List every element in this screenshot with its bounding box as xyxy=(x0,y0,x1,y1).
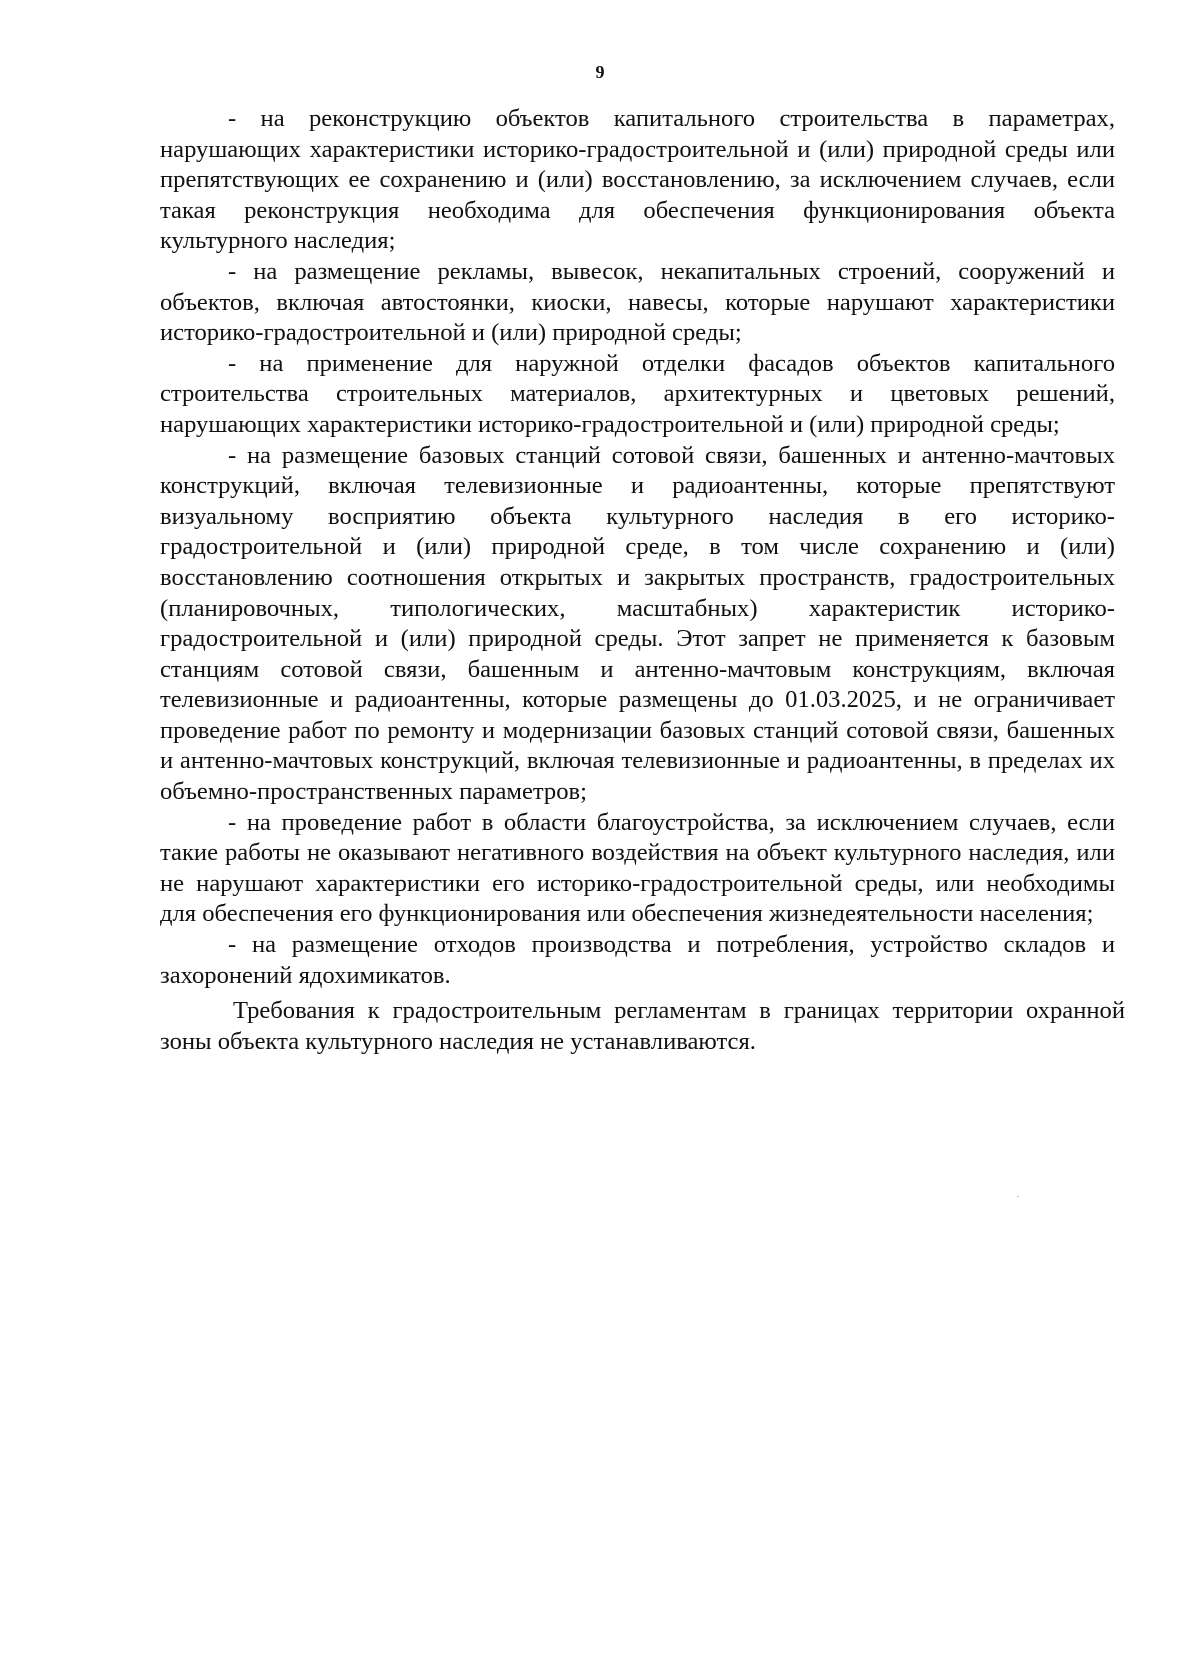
paragraph-reconstruction-ban: - на реконструкцию объектов капитального строительства в параметрах, нарушающих характеристики историко-градостроительной и (или) природной среды или препятствующих ее сохранению и (или) восстановлению, за исключением случаев, если такая реконструкция необходима для обеспечения функционирования объекта культурного наследия; xyxy=(160,105,1115,255)
paragraph-base-stations-ban: - на размещение базовых станций сотовой связи, башенных и антенно-мачтовых конструкций, включая телевизионные и радиоантенны, которые препятствуют визуальному восприятию объекта культурного наследия в его историко-градостроительной и (или) природной среде, в том числе сохранению и (или) восстановлению соотношения открытых и закрытых пространств, градостроительных (планировочных, типологических, масштабных) характеристик историко-градостроительной и (или) природной среды. Этот запрет не применяется к базовым станциям сотовой связи, башенным и антенно-мачтовым конструкциям, включая телевизионные и радиоантенны, которые размещены до 01.03.2025, и не ограничивает проведение работ по ремонту и модернизации базовых станций сотовой связи, башенных и антенно-мачтовых конструкций, включая телевизионные и радиоантенны, в пределах их объемно-пространственных параметров; xyxy=(160,441,1115,806)
page-number: 9 xyxy=(595,62,605,82)
paragraph-advertising-ban: - на размещение рекламы, вывесок, некапитальных строений, сооружений и объектов, включая автостоянки, киоски, навесы, которые нарушают характеристики историко-градостроительной и (или) природной среды; xyxy=(160,257,1115,347)
scan-artifact xyxy=(1017,1196,1019,1197)
paragraph-facade-finishing-ban: - на применение для наружной отделки фасадов объектов капитального строительства строительных материалов, архитектурных и цветовых решений, нарушающих характеристики историко-градостроительной и (или) природной среды; xyxy=(160,349,1115,438)
document-body xyxy=(160,104,1125,1057)
paragraph-waste-ban: - на размещение отходов производства и потребления, устройство складов и захоронений ядохимикатов. xyxy=(160,931,1115,989)
paragraph-landscaping-ban: - на проведение работ в области благоустройства, за исключением случаев, если такие работы не оказывают негативного воздействия на объект культурного наследия, или не нарушают характеристики его историко-градостроительной среды, или необходимы для обеспечения его функционирования или обеспечения жизнедеятельности населения; xyxy=(160,808,1115,928)
paragraph-regulations-requirements: Требования к градостроительным регламентам в границах территории охранной зоны объекта культурного наследия не устанавливаются. xyxy=(160,997,1125,1055)
